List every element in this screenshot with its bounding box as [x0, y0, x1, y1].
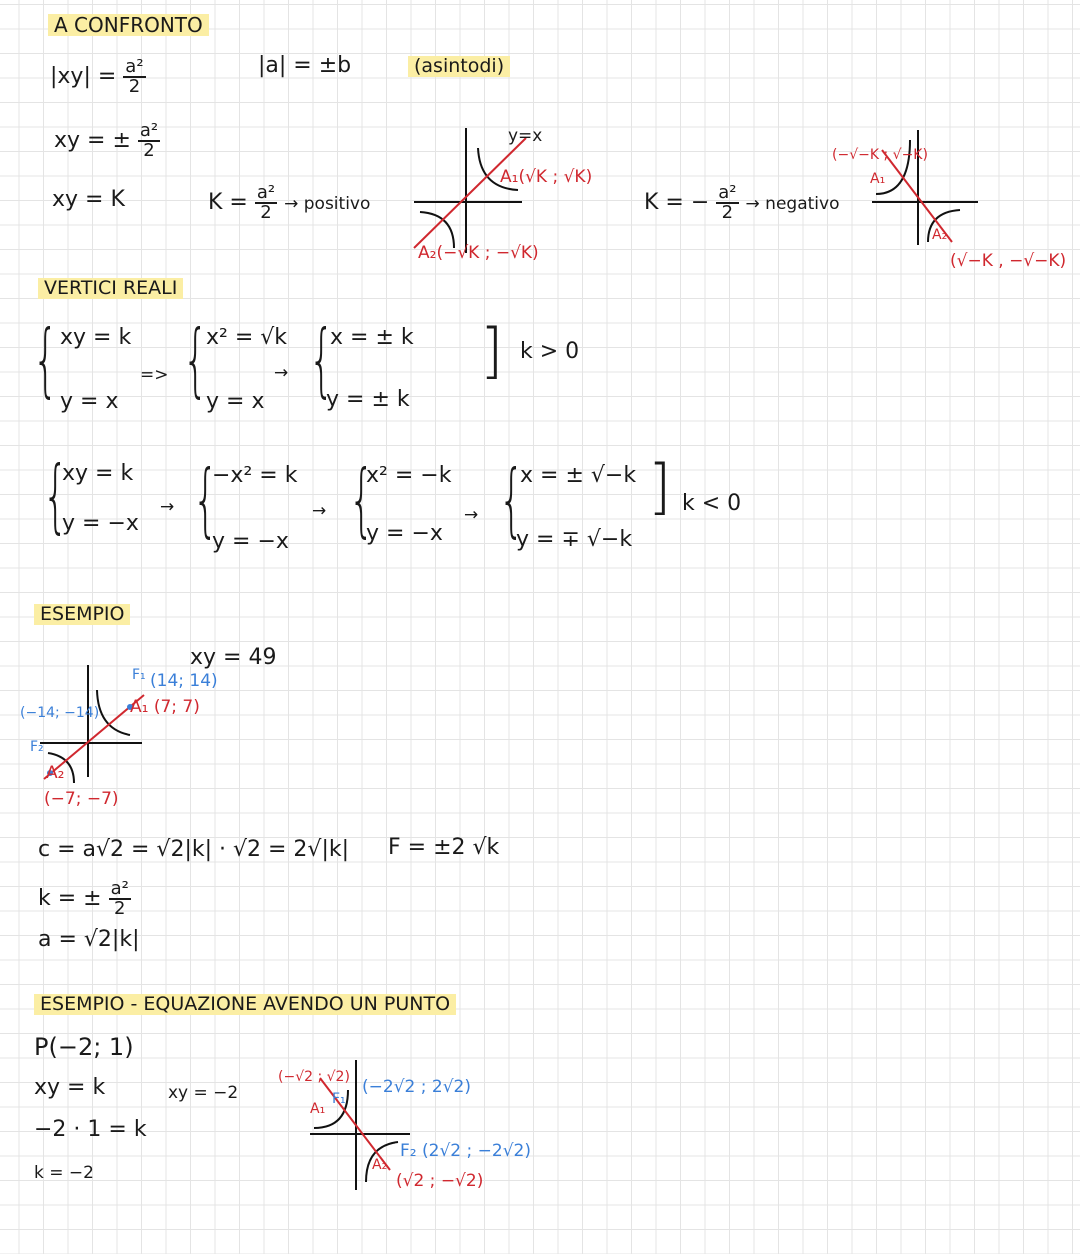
system1-eq1: xy = k — [60, 325, 132, 350]
vertex-a2-coord: (−7; −7) — [44, 789, 119, 809]
line-y-eq-x: y=x — [508, 126, 543, 146]
example-equation: xy = 49 — [190, 645, 277, 670]
k-negative — [644, 184, 839, 222]
system2-eq2: y = x — [206, 389, 265, 414]
vertex-a2-label: A₂(−√K ; −√K) — [418, 243, 539, 263]
section-title-esempio-punto: ESEMPIO - EQUAZIONE AVENDO UN PUNTO — [34, 994, 456, 1015]
vertex-a1-label: A₁ — [310, 1101, 326, 1117]
focus-f2-coord: (−14; −14) — [20, 705, 100, 721]
tail: → negativo — [745, 194, 840, 214]
point-p: P(−2; 1) — [34, 1033, 134, 1061]
vertex-a2-label: A₂ — [372, 1157, 388, 1173]
system6-eq2: y = −x — [366, 521, 443, 546]
num: a² — [110, 878, 129, 899]
eq-xy-k: xy = K — [52, 187, 125, 212]
focus-f1-label: F₁ — [332, 1091, 346, 1107]
condition-k-negative: k < 0 — [682, 491, 742, 516]
fraction — [123, 58, 145, 96]
arrow: → — [274, 363, 289, 383]
neg-vertex-a2-coord: (√−K , −√−K) — [950, 251, 1067, 271]
system3-eq2: y = ± k — [326, 387, 410, 412]
asintodi-label: (asintodi) — [408, 56, 510, 77]
system5-eq1: −x² = k — [212, 463, 298, 488]
system4-eq2: y = −x — [62, 511, 139, 536]
eq-abs-a: |a| = ±b — [258, 53, 352, 78]
vertex-a2-label: A₂ — [46, 763, 65, 783]
eq-text: |xy| = — [50, 64, 117, 89]
num: a² — [256, 182, 276, 203]
den: 2 — [721, 202, 734, 223]
step-2: −2 · 1 = k — [34, 1117, 147, 1142]
den: 2 — [113, 898, 126, 919]
k-formula — [38, 880, 131, 918]
step-1: xy = k — [34, 1075, 106, 1100]
a-formula: a = √2|k| — [38, 927, 140, 952]
focal-distance-formula: c = a√2 = √2|k| · √2 = 2√|k| — [38, 837, 350, 862]
focus-f1-coord: (14; 14) — [150, 671, 218, 691]
arrow: → — [312, 501, 327, 521]
section-title-confronto: A CONFRONTO — [48, 14, 209, 36]
vertex-a1-label: A₁ (7; 7) — [130, 697, 200, 717]
vertex-a1-coord: (−√2 ; √2) — [278, 1069, 350, 1085]
focus-f1-label: F₁ — [132, 667, 146, 683]
condition-k-positive: k > 0 — [520, 339, 580, 364]
den: 2 — [143, 140, 155, 161]
section-title-vertici-reali: VERTICI REALI — [38, 278, 183, 299]
focus-f2-label: F₂ — [30, 739, 44, 755]
arrow: → — [160, 497, 175, 517]
hyperbola-positive-sketch — [410, 128, 530, 258]
num: a² — [125, 56, 144, 77]
fraction — [138, 122, 160, 160]
tail: → positivo — [284, 194, 371, 214]
vertex-a2-coord: (√2 ; −√2) — [396, 1171, 484, 1191]
eq-text: k = ± — [38, 886, 102, 911]
fraction — [109, 880, 131, 918]
system7-eq2: y = ∓ √−k — [516, 527, 633, 552]
focus-f2-coord: F₂ (2√2 ; −2√2) — [400, 1141, 531, 1161]
k-positive — [208, 184, 370, 222]
step-3: k = −2 — [34, 1163, 94, 1183]
num: a² — [139, 120, 159, 141]
foci-formula: F = ±2 √k — [388, 835, 500, 860]
eq-text: K = − — [644, 190, 710, 215]
fraction — [716, 184, 738, 222]
fraction — [255, 184, 277, 222]
vertex-a1-label: A₁(√K ; √K) — [500, 167, 593, 187]
system7-eq1: x = ± √−k — [520, 463, 637, 488]
num: a² — [718, 182, 737, 203]
system2-eq1: x² = √k — [206, 325, 288, 350]
system1-eq2: y = x — [60, 389, 119, 414]
arrow: => — [140, 365, 169, 385]
system3-eq1: x = ± k — [330, 325, 414, 350]
section-title-esempio: ESEMPIO — [34, 604, 130, 625]
eq-text: xy = ± — [54, 128, 131, 153]
eq-xy-pm — [54, 122, 160, 160]
focus-f1-coord: (−2√2 ; 2√2) — [362, 1077, 471, 1097]
system5-eq2: y = −x — [212, 529, 289, 554]
system4-eq1: xy = k — [62, 461, 134, 486]
eq-abs-xy — [50, 58, 146, 96]
result-equation: xy = −2 — [168, 1083, 239, 1103]
arrow: → — [464, 505, 479, 525]
den: 2 — [260, 202, 272, 223]
neg-vertex-a2-label: A₂ — [932, 227, 948, 243]
den: 2 — [128, 76, 141, 97]
eq-text: K = — [208, 190, 248, 215]
neg-vertex-a1-coord: (−√−K ; √−K) — [832, 147, 928, 163]
neg-vertex-a1-label: A₁ — [870, 171, 886, 187]
system6-eq1: x² = −k — [366, 463, 452, 488]
